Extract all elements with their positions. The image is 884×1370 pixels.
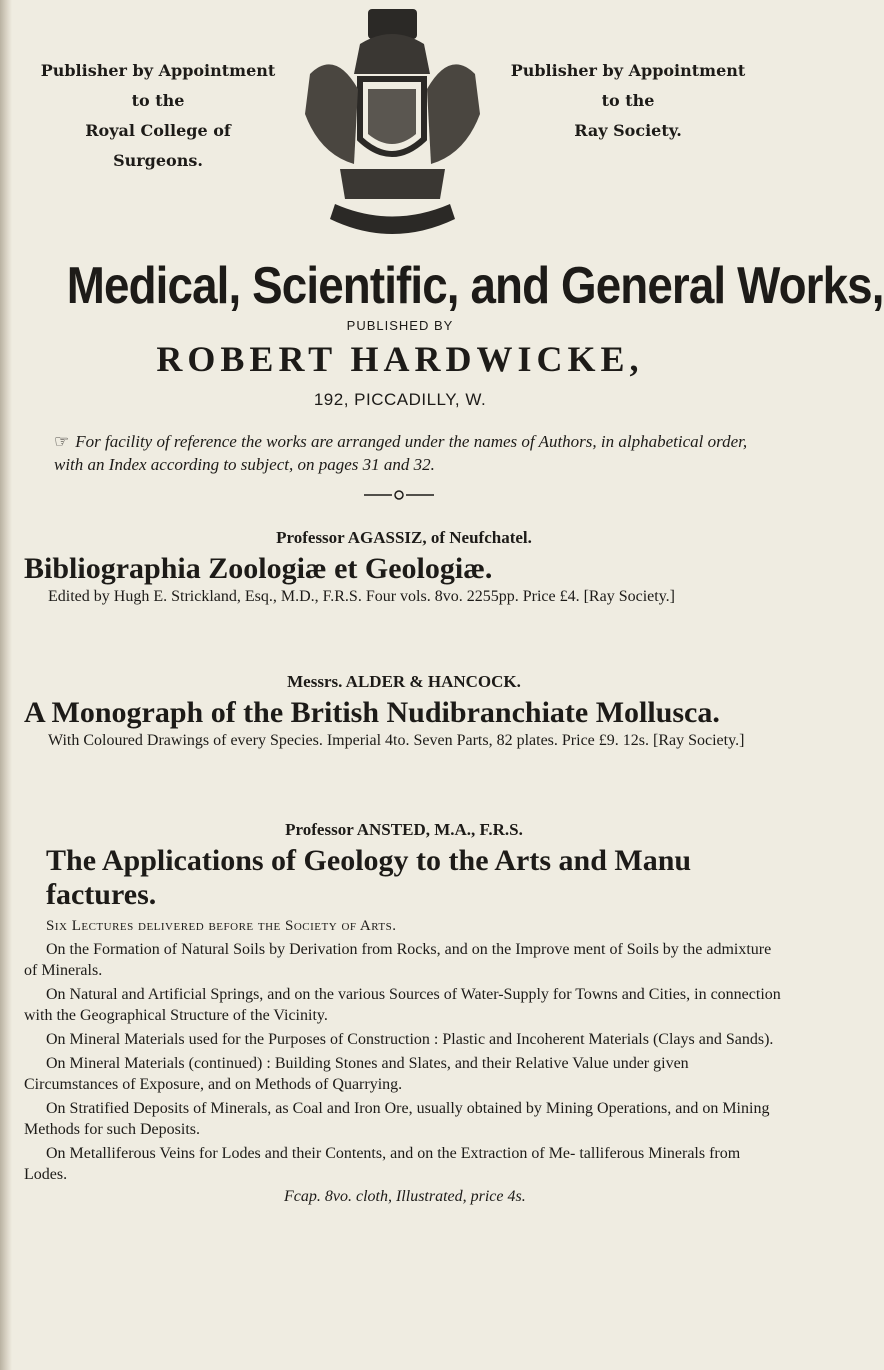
entry-title: The Applications of Geology to the Arts and Manu factures.	[46, 844, 692, 911]
left-appointment: Publisher by Appointment to the Royal College of Surgeons.	[40, 61, 276, 170]
page-title: Medical, Scientific, and General Works,	[66, 257, 884, 315]
lecture-paragraph: On Mineral Materials (continued) : Building Stones and Slates, and their Relative Value under given Circumstances of Exposure, and on Methods of Quarrying.	[24, 1055, 689, 1093]
entry-ansted	[24, 820, 784, 1206]
reference-note: ☞ For facility of reference the works are arranged under the names of Authors, in alphabetical order, with an Index according to subject, on pages 31 and 32.	[54, 432, 748, 474]
entry-title: A Monograph of the British Nudibranchiate Mollusca.	[24, 696, 720, 729]
entry-author: Messrs. ALDER & HANCOCK.	[287, 672, 521, 691]
entry-alder-hancock	[24, 672, 784, 751]
page-header	[0, 0, 800, 260]
entry-description: With Coloured Drawings of every Species. Imperial 4to. Seven Parts, 82 plates. Price £9. 12s. [Ray Society.]	[48, 732, 745, 749]
lecture-paragraph: On Natural and Artificial Springs, and on the various Sources of Water-Supply for Towns and Cities, in connection with the Geographical Structure of the Vicinity.	[24, 986, 781, 1024]
entry-agassiz	[24, 528, 784, 607]
entry-title: Bibliographia Zoologiæ et Geologiæ.	[24, 552, 493, 585]
pointing-hand-icon: ☞	[54, 432, 70, 451]
entry-author: Professor ANSTED, M.A., F.R.S.	[285, 820, 523, 839]
lecture-paragraph: On the Formation of Natural Soils by Derivation from Rocks, and on the Improve ment of Soils by the admixture of Minerals.	[24, 941, 772, 979]
lecture-paragraph: On Metalliferous Veins for Lodes and their Contents, and on the Extraction of Me- talliferous Minerals from Lodes.	[24, 1145, 741, 1183]
entry-footer: Fcap. 8vo. cloth, Illustrated, price 4s.	[284, 1188, 526, 1205]
entry-subtitle: Six Lectures delivered before the Society of Arts.	[46, 918, 397, 934]
publisher-address: 192, PICCADILLY, W.	[313, 390, 487, 409]
entry-author: Professor AGASSIZ, of Neufchatel.	[276, 528, 532, 547]
right-appointment: Publisher by Appointment to the Ray Society.	[510, 61, 746, 140]
publisher-name: ROBERT HARDWICKE,	[156, 339, 644, 379]
published-by: PUBLISHED BY	[346, 318, 454, 333]
royal-coat-of-arms-icon	[290, 4, 495, 254]
ornamental-divider	[364, 488, 434, 502]
entry-description: Edited by Hugh E. Strickland, Esq., M.D., F.R.S. Four vols. 8vo. 2255pp. Price £4. [Ray Society.]	[48, 588, 675, 605]
lecture-paragraph: On Mineral Materials used for the Purposes of Construction : Plastic and Incoherent Materials (Clays and Sands).	[46, 1031, 774, 1048]
lecture-paragraph: On Stratified Deposits of Minerals, as Coal and Iron Ore, usually obtained by Mining Operations, and on Mining Methods for such Deposits.	[24, 1100, 770, 1138]
